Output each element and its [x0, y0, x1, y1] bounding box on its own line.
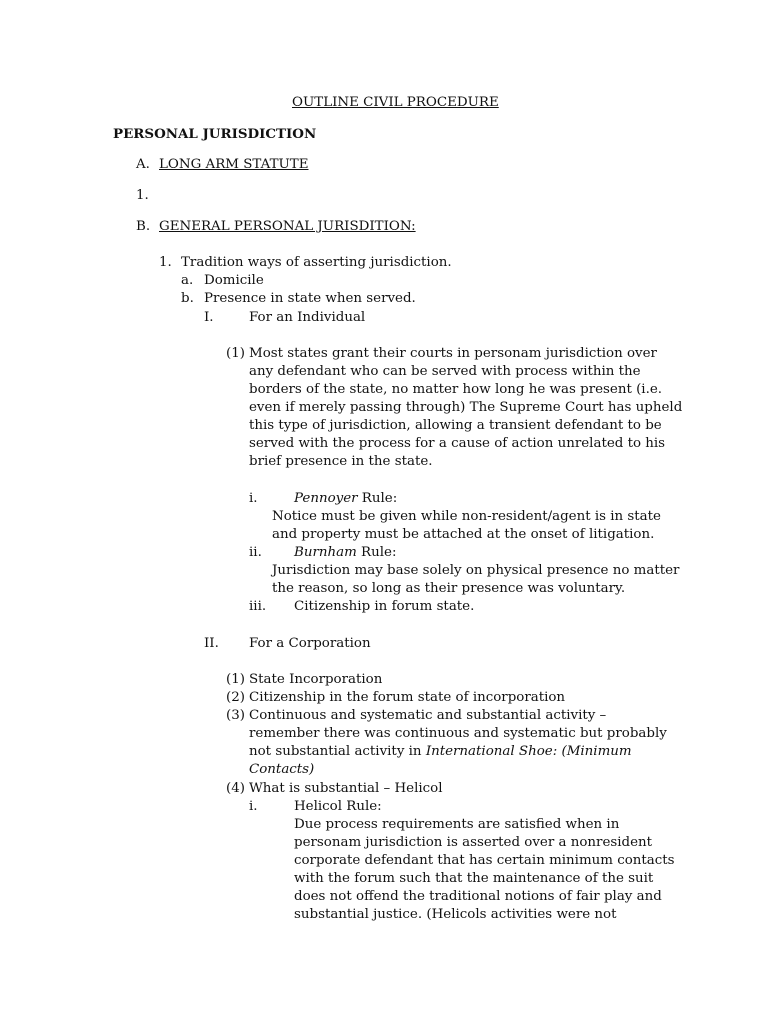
- outline-marker-a-1: 1.: [136, 188, 149, 203]
- paragraph-line: the reason, so long as their presence was voluntary.: [272, 581, 626, 596]
- paragraph-line: Notice must be given while non-resident/agent is in state: [272, 509, 661, 524]
- paragraph-line: any defendant who can be served with process within the: [249, 364, 641, 379]
- outline-marker-roman-2: II.: [204, 636, 219, 651]
- paragraph-line: Contacts): [249, 762, 315, 777]
- paragraph-line: brief presence in the state.: [249, 454, 433, 469]
- outline-marker-corp-2: (2): [226, 690, 245, 705]
- outline-text-b-1: Tradition ways of asserting jurisdiction.: [181, 255, 452, 270]
- outline-text-corp-1: State Incorporation: [249, 672, 383, 687]
- outline-marker-individual-iii: iii.: [249, 599, 267, 614]
- outline-marker-corp-4: (4): [226, 781, 245, 796]
- paragraph-line: served with the process for a cause of action unrelated to his: [249, 436, 666, 451]
- outline-text-b-1-b: Presence in state when served.: [204, 291, 416, 306]
- outline-marker-corp-1: (1): [226, 672, 245, 687]
- outline-text-roman-2: For a Corporation: [249, 636, 371, 651]
- outline-marker-corp-4-i: i.: [249, 799, 258, 814]
- outline-marker-a: A.: [136, 157, 150, 172]
- outline-marker-roman-1: I.: [204, 310, 214, 325]
- paragraph-line: with the forum such that the maintenance of the suit: [294, 871, 654, 886]
- outline-text-individual-iii: Citizenship in forum state.: [294, 599, 475, 614]
- rule-label: Rule:: [357, 491, 398, 506]
- rule-heading-burnham: [294, 544, 396, 562]
- outline-marker-corp-3: (3): [226, 708, 245, 723]
- outline-marker-b-1: 1.: [159, 255, 172, 270]
- paragraph-line: even if merely passing through) The Supreme Court has upheld: [249, 400, 683, 415]
- outline-heading-a: LONG ARM STATUTE: [159, 157, 309, 172]
- case-name: Pennoyer: [294, 491, 358, 506]
- plain-text: not substantial activity in: [249, 744, 426, 759]
- document-title: OUTLINE CIVIL PROCEDURE: [292, 95, 499, 110]
- paragraph-line: Continuous and systematic and substantial activity –: [249, 708, 607, 723]
- case-name: International Shoe: (Minimum: [425, 744, 632, 759]
- outline-marker-individual-ii: ii.: [249, 545, 262, 560]
- paragraph-line: Due process requirements are satisfied when in: [294, 817, 620, 832]
- section-heading: PERSONAL JURISDICTION: [113, 126, 317, 142]
- paragraph-line: Jurisdiction may base solely on physical presence no matter: [272, 563, 680, 578]
- rule-heading-pennoyer: [294, 490, 397, 508]
- rule-heading-helicol: Helicol Rule:: [294, 799, 382, 814]
- outline-marker-b-1-a: a.: [181, 273, 194, 288]
- paragraph-line: this type of jurisdiction, allowing a transient defendant to be: [249, 418, 662, 433]
- outline-text-b-1-a: Domicile: [204, 273, 264, 288]
- paragraph-line: and property must be attached at the onset of litigation.: [272, 527, 655, 542]
- outline-marker-individual-i: i.: [249, 491, 258, 506]
- paragraph-line: substantial justice. (Helicols activities were not: [294, 907, 617, 922]
- outline-text-corp-4: What is substantial – Helicol: [249, 781, 443, 796]
- outline-marker-individual-1: (1): [226, 346, 245, 361]
- paragraph-line: Most states grant their courts in personam jurisdiction over: [249, 346, 657, 361]
- paragraph-line: remember there was continuous and systematic but probably: [249, 726, 667, 741]
- paragraph-line: borders of the state, no matter how long he was present (i.e.: [249, 382, 663, 397]
- paragraph-line: corporate defendant that has certain minimum contacts: [294, 853, 675, 868]
- rule-label: Rule:: [356, 545, 397, 560]
- outline-text-roman-1: For an Individual: [249, 310, 366, 325]
- outline-marker-b: B.: [136, 219, 151, 234]
- paragraph-line: does not offend the traditional notions of fair play and: [294, 889, 662, 904]
- paragraph-line: personam jurisdiction is asserted over a nonresident: [294, 835, 653, 850]
- outline-text-corp-2: Citizenship in the forum state of incorporation: [249, 690, 566, 705]
- outline-marker-b-1-b: b.: [181, 291, 194, 306]
- outline-heading-b: GENERAL PERSONAL JURISDITION:: [159, 219, 416, 234]
- case-name: Burnham: [294, 545, 357, 560]
- paragraph-line: [249, 743, 632, 761]
